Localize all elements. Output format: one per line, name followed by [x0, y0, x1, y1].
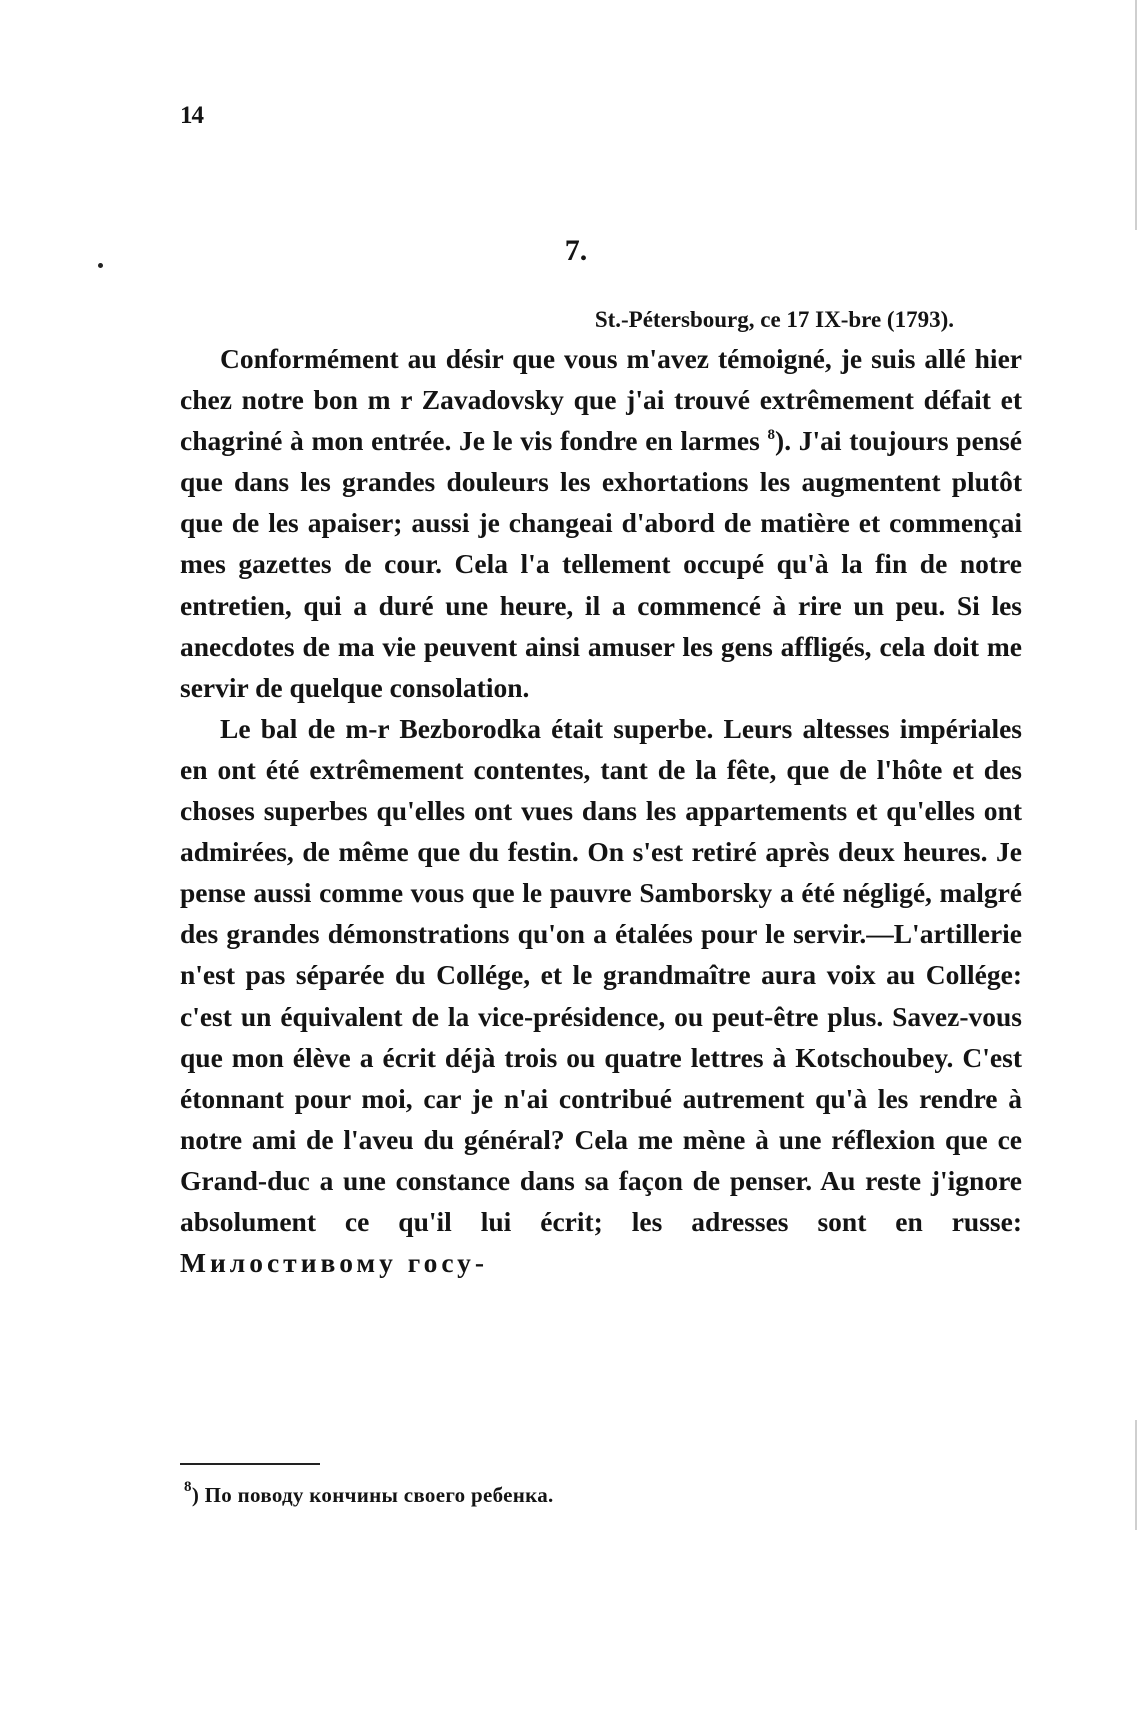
scan-edge-mark [1135, 0, 1137, 230]
russian-address-text: Милостивому госу- [180, 1247, 489, 1279]
footnote-marker: 8 [184, 1479, 192, 1495]
paragraph-1-text-b: ). J'ai toujours pensé que dans les grandes douleurs les exhortations les augmentent plutôt que de les apaiser; aussi je changeai d'abord de matière et commençai mes gazettes de cour. Cela l'a tellement occupé qu'à la fin de notre entretien, qui a duré une heure, il a commencé à rire un peu. Si les anecdotes de ma vie peuvent ainsi amuser les gens affligés, cela doit me servir de quelque consolation. [180, 425, 1022, 703]
paragraph-1-text-a: Conformément au désir que vous m'avez témoigné, je suis allé hier chez notre bon m r Zavadovsky que j'ai trouvé extrêmement défait et chagriné à mon entrée. Je le vis fondre en larmes [180, 343, 1022, 457]
letter-number: 7. [564, 234, 588, 267]
paragraph-1 [180, 338, 1022, 708]
paragraph-2-text: Le bal de m-r Bezborodka était superbe. Leurs altesses impériales en ont été extrêmement contentes, tant de la fête, que de l'hôte et des choses superbes qu'elles ont vues dans les appartements et qu'elles ont admirées, de même que du festin. On s'est retiré après deux heures. Je pense aussi comme vous que le pauvre Samborsky a été négligé, malgré des grandes démonstrations qu'on a étalées pour le servir.—L'artillerie n'est pas séparée du Collége, et le grandmaître aura voix au Collége: c'est un équivalent de la vice-présidence, ou peut-être plus. Savez-vous que mon élève a écrit déjà trois ou quatre lettres à Kotschoubey. C'est étonnant pour moi, car je n'ai contribué autrement qu'à les rendre à notre ami de l'aveu du général? Cela me mène à une réflexion que ce Grand-duc a une constance dans sa façon de penser. Au reste j'ignore absolument ce qu'il lui écrit; les adresses sont en russe: [180, 712, 1022, 1237]
scan-speck [98, 263, 103, 268]
footnote-text: ) По поводу кончины своего ребенка. [191, 1483, 554, 1507]
letter-dateline: St.-Pétersbourg, ce 17 IX-bre (1793). [594, 307, 954, 332]
scan-edge-mark [1135, 1420, 1137, 1530]
footnote-divider [180, 1463, 320, 1465]
footnote [184, 1479, 554, 1508]
letter-body [180, 338, 1022, 1283]
paragraph-2 [180, 708, 1022, 1283]
page-number: 14 [180, 102, 203, 129]
footnote-reference: 8 [767, 427, 776, 444]
